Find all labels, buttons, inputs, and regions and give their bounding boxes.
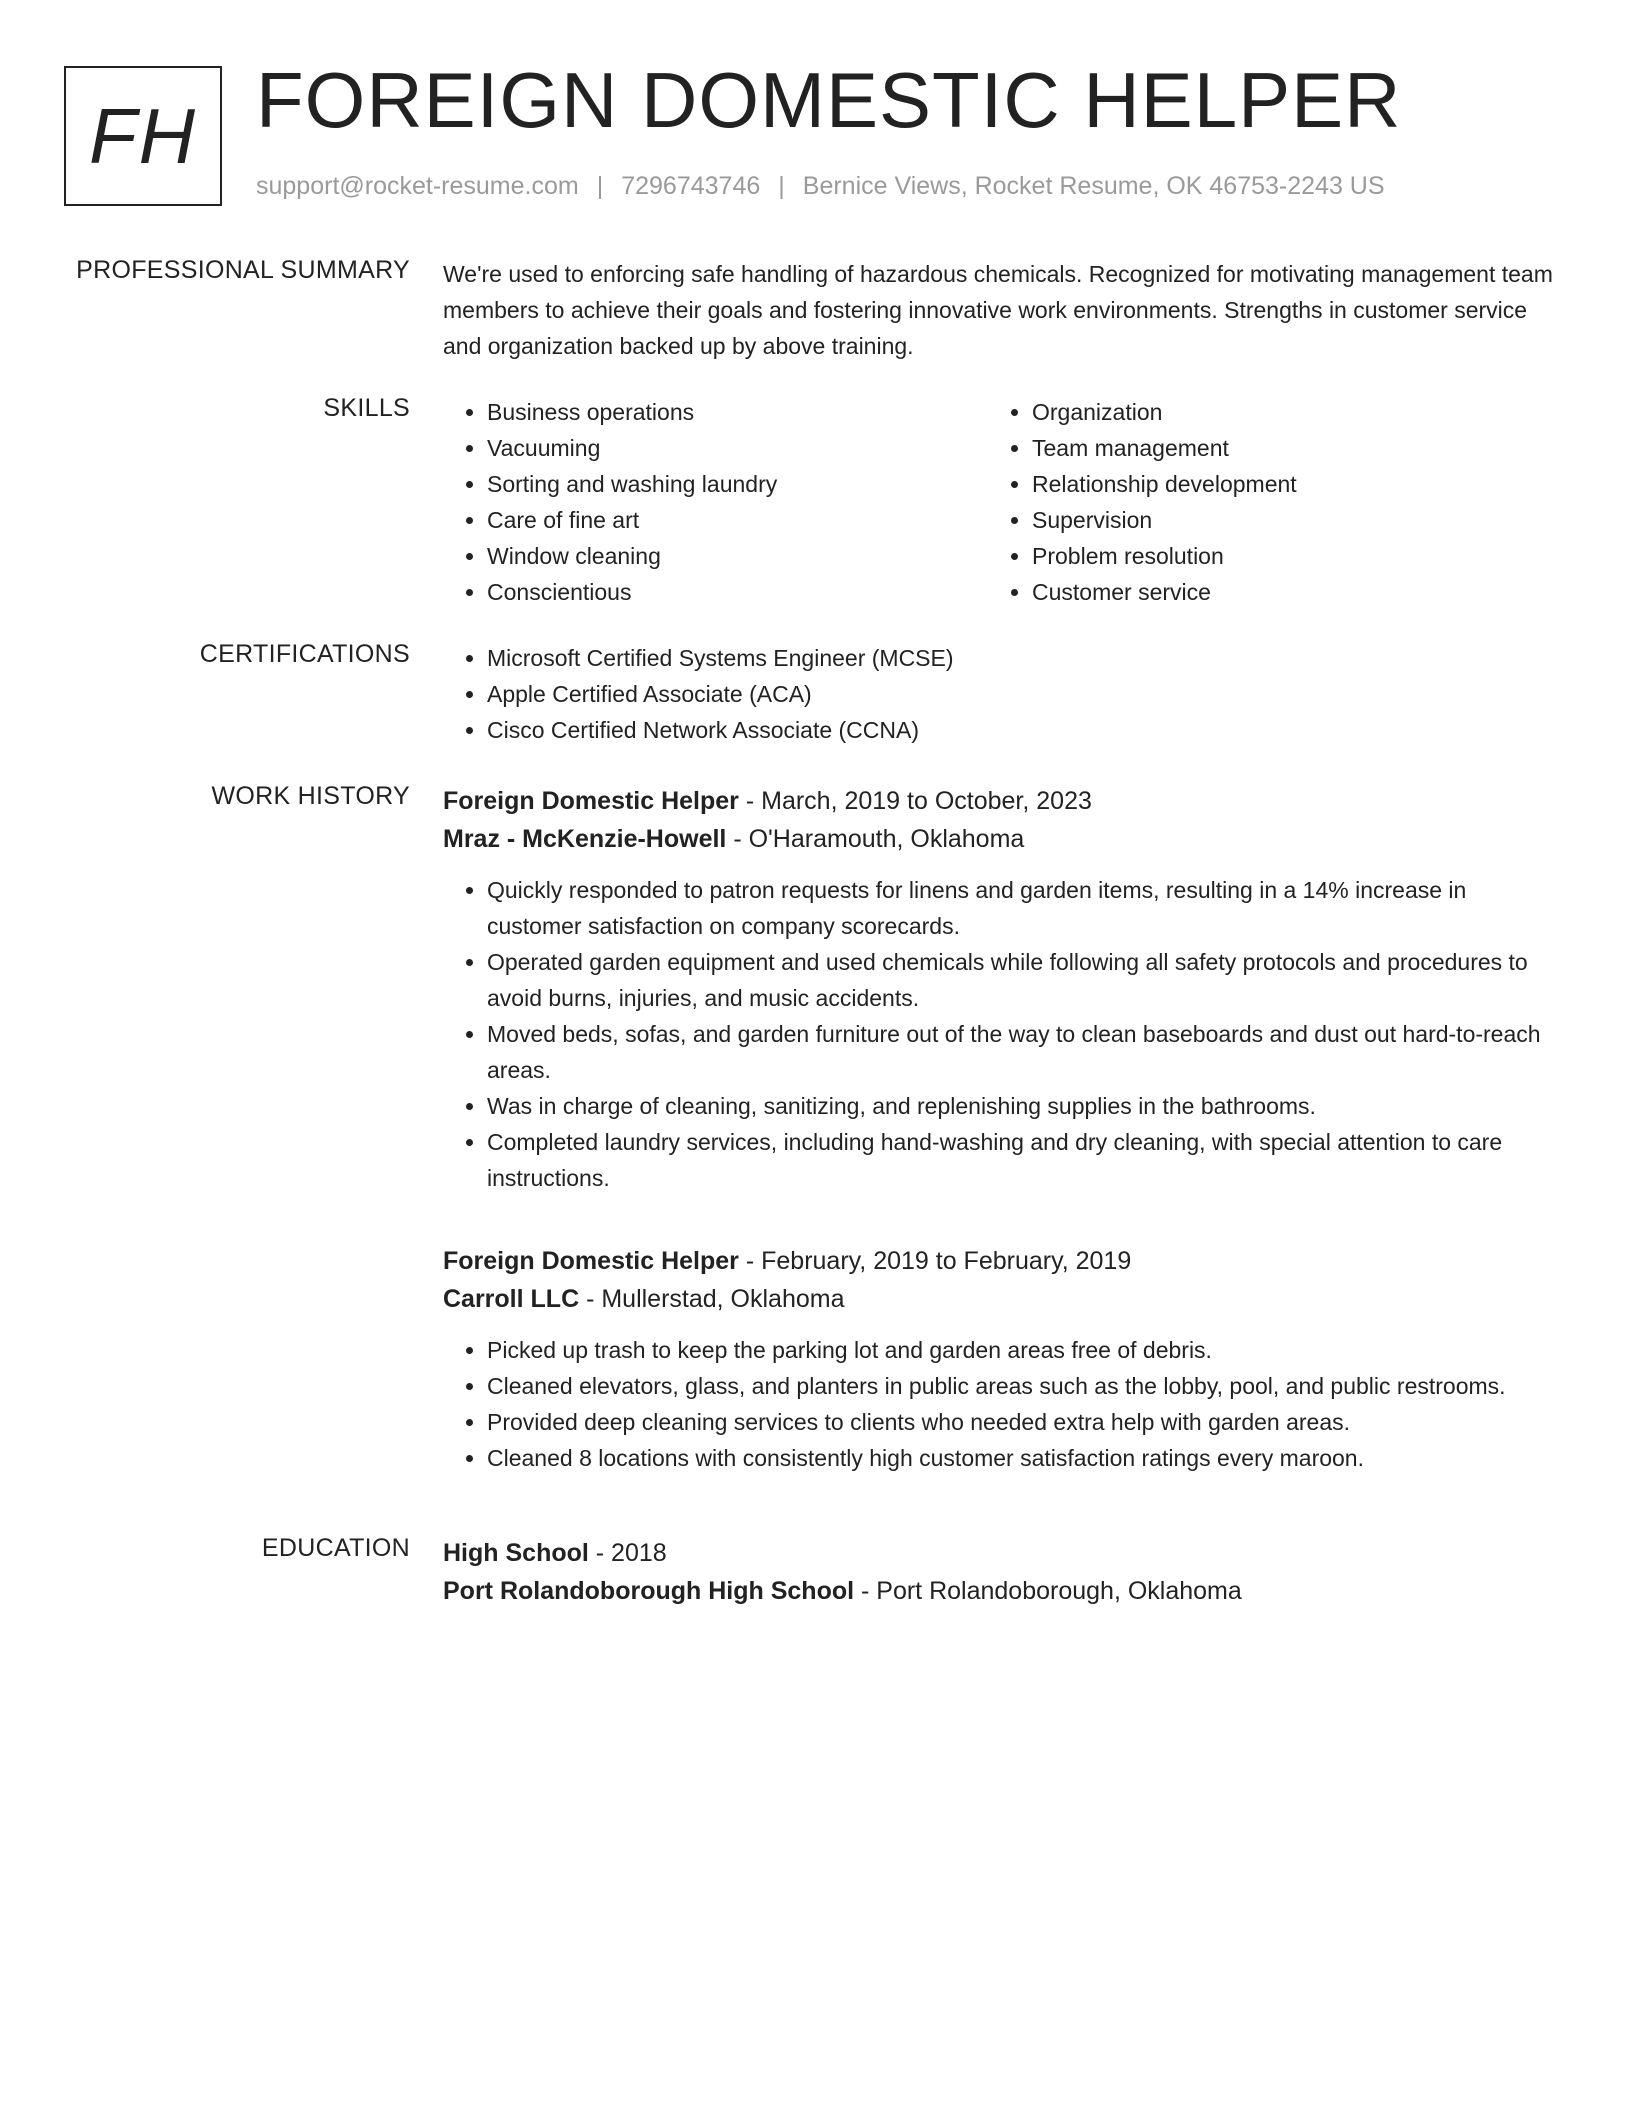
contact-separator: | [778,172,785,200]
contact-email: support@rocket-resume.com [256,172,579,200]
certification-item: • Apple Certified Associate (ACA) [487,676,1553,712]
job-location: - O'Haramouth, Oklahoma [726,825,1025,853]
education-school: Port Rolandoborough High School [443,1577,855,1605]
contact-separator: | [596,172,604,200]
education-heading: EDUCATION [261,1534,410,1562]
job-company: Carroll LLC [443,1285,580,1313]
job-bullet: • Picked up trash to keep the parking lot and garden areas free of debris. [487,1332,1553,1368]
skill-item: • Window cleaning [487,538,988,574]
skill-item: • Business operations [487,394,988,430]
certification-item: • Microsoft Certified Systems Engineer (MCSE) [487,640,1553,676]
skill-item: • Customer service [1032,574,1533,610]
job-bullet: • Cleaned 8 locations with consistently high customer satisfaction ratings every maroon. [487,1440,1553,1476]
job-entry [443,782,1553,1196]
skill-item: • Team management [1032,430,1533,466]
job-location: - Mullerstad, Oklahoma [579,1285,845,1313]
education-location: - Port Rolandoborough, Oklahoma [854,1577,1242,1605]
skill-item: • Care of fine art [487,502,988,538]
job-entry [443,1242,1553,1476]
job-title-line [443,782,1553,820]
skills-heading: SKILLS [323,394,410,422]
work-history [443,782,1553,1476]
job-title-line [443,1242,1553,1280]
contact-phone: 7296743746 [621,172,761,200]
job-bullet: • Cleaned elevators, glass, and planters in public areas such as the lobby, pool, and public restrooms. [487,1368,1553,1404]
job-company-line [443,820,1553,858]
job-bullet: • Completed laundry services, including hand-washing and dry cleaning, with special attention to care instructions. [487,1124,1553,1196]
job-company: Mraz - McKenzie-Howell [443,825,727,853]
skill-item: • Vacuuming [487,430,988,466]
education-degree-line [443,1534,1553,1572]
contact-address: Bernice Views, Rocket Resume, OK 46753-2243 US [802,172,1385,200]
summary-heading: PROFESSIONAL SUMMARY [76,256,410,284]
education-year: - 2018 [588,1539,667,1567]
skills-list [443,394,1553,610]
job-bullets [443,1332,1553,1476]
job-dates: - March, 2019 to October, 2023 [738,787,1092,815]
skill-item: • Relationship development [1032,466,1533,502]
skill-item: • Conscientious [487,574,988,610]
education-school-line [443,1572,1553,1610]
skill-item: • Supervision [1032,502,1533,538]
job-bullet: • Provided deep cleaning services to clients who needed extra help with garden areas. [487,1404,1553,1440]
job-bullet: • Was in charge of cleaning, sanitizing, and replenishing supplies in the bathrooms. [487,1088,1553,1124]
job-company-line [443,1280,1553,1318]
certifications-heading: CERTIFICATIONS [199,640,410,668]
job-bullet: • Operated garden equipment and used chemicals while following all safety protocols and procedures to avoid burns, injuries, and music accidents. [487,944,1553,1016]
certification-item: • Cisco Certified Network Associate (CCNA) [487,712,1553,748]
certifications-bullets [443,640,1553,748]
skill-item: • Sorting and washing laundry [487,466,988,502]
education-degree: High School [443,1539,589,1567]
job-dates: - February, 2019 to February, 2019 [738,1247,1132,1275]
job-title: Foreign Domestic Helper [443,787,739,815]
job-bullets [443,872,1553,1196]
candidate-name: FOREIGN DOMESTIC HELPER [256,56,1402,144]
skill-item: • Organization [1032,394,1533,430]
work-history-heading: WORK HISTORY [211,782,410,810]
contact-line [256,172,1385,201]
job-bullet: • Moved beds, sofas, and garden furniture out of the way to clean baseboards and dust out hard-to-reach areas. [487,1016,1553,1088]
skills-column-right [988,394,1533,610]
certifications-list [443,640,1553,748]
job-title: Foreign Domestic Helper [443,1247,739,1275]
summary-text: We're used to enforcing safe handling of hazardous chemicals. Recognized for motivating management team members to achieve their goals and fostering innovative work environments. Strengths in customer service and organization backed up by above training. [443,261,1553,359]
job-bullet: • Quickly responded to patron requests for linens and garden items, resulting in a 14% increase in customer satisfaction on company scorecards. [487,872,1553,944]
monogram-logo: FH [64,66,222,206]
skills-column-left [443,394,988,610]
skill-item: • Problem resolution [1032,538,1533,574]
education-entry [443,1534,1553,1610]
